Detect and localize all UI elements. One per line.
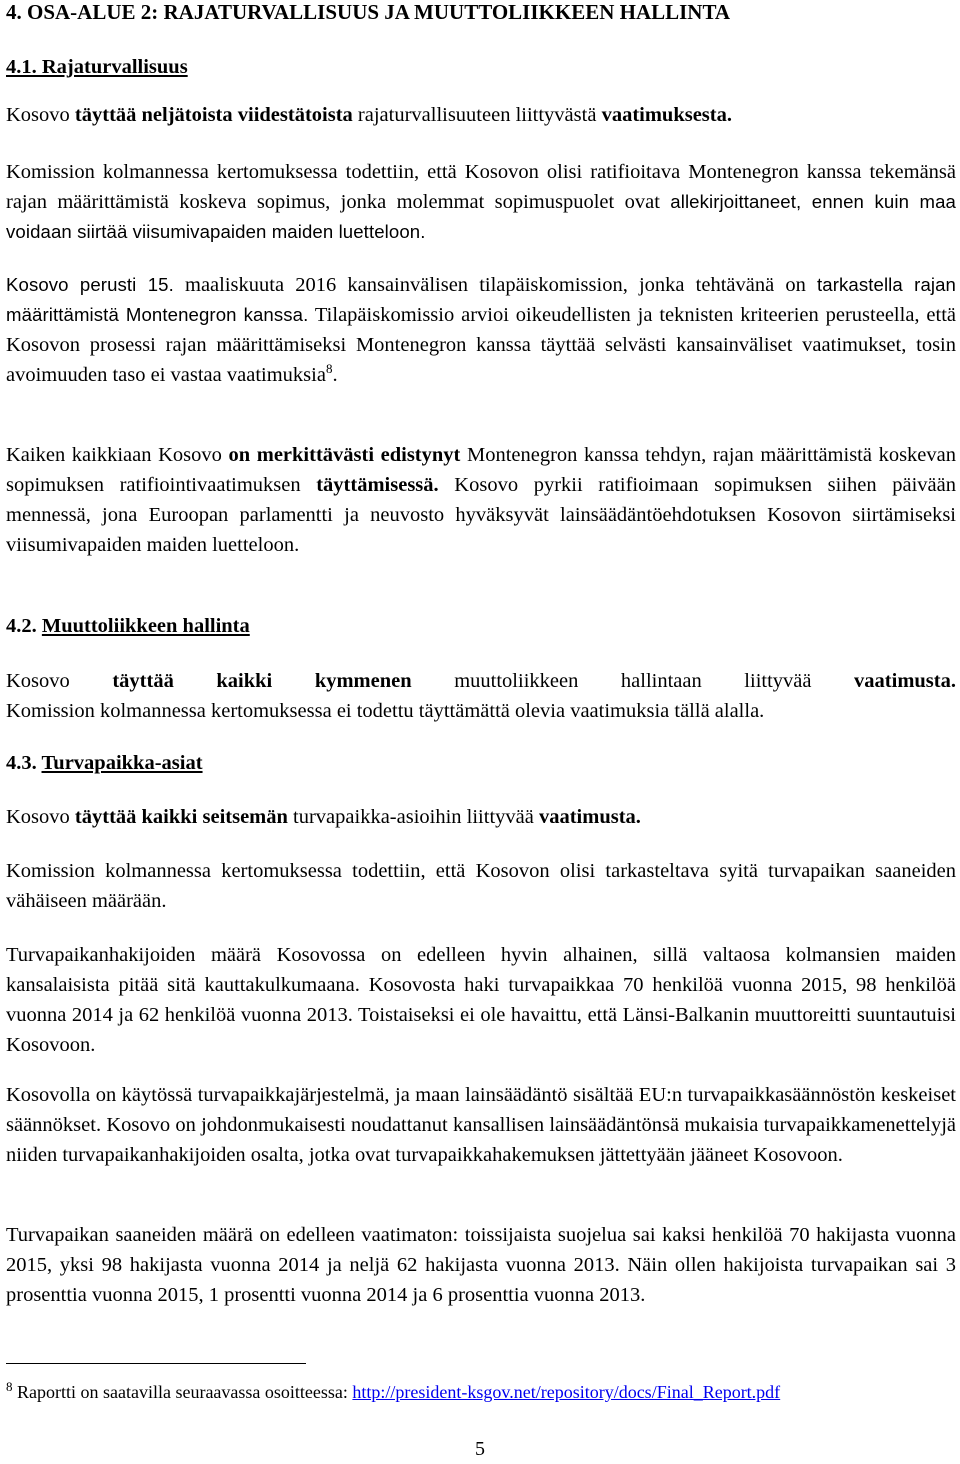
paragraph: Kosovo täyttää kaikki kymmenen muuttoliikkeen hallintaan liittyvää vaatimusta. xyxy=(6,670,956,692)
section-title: Muuttoliikkeen hallinta xyxy=(41,615,250,637)
paragraph: Komission kolmannessa kertomuksessa todettiin, että Kosovon olisi tarkasteltava syitä turvapaikan saaneiden vähäiseen määrään. xyxy=(6,860,956,912)
section-title: 4.1. Rajaturvallisuus xyxy=(6,56,188,78)
paragraph: Komission kolmannessa kertomuksessa todettiin, että Kosovon olisi ratifioitava Montenegron kanssa tekemänsä rajan määrittämistä koskeva sopimus, jonka molemmat sopimuspuolet ovat allekirjoittaneet, ennen kuin maa voidaan siirtää viisumivapaiden maiden luetteloon. xyxy=(6,161,956,242)
footnote-link[interactable]: http://president-ksgov.net/repository/docs/Final_Report.pdf xyxy=(352,1382,781,1402)
paragraph: Turvapaikan saaneiden määrä on edelleen vaatimaton: toissijaista suojelua sai kaksi henkilöä 70 hakijasta vuonna 2015, yksi 98 hakijasta vuonna 2014 ja neljä 62 hakijasta vuonna 2013. Näin ollen hakijoista turvapaikan sai 3 prosenttia vuonna 2015, 1 prosentti vuonna 2014 ja 6 prosenttia vuonna 2013. xyxy=(6,1224,956,1306)
section-title: Turvapaikka-asiat xyxy=(41,752,203,774)
footnote-separator xyxy=(6,1363,306,1364)
paragraph: Kaiken kaikkiaan Kosovo on merkittävästi edistynyt Montenegron kanssa tehdyn, rajan määrittämistä koskevan sopimuksen ratifiointivaatimuksen täyttämisessä. Kosovo pyrkii ratifioimaan sopimuksen siihen päivään mennessä, jona Euroopan parlamentti ja neuvosto hyväksyvät lainsäädäntöehdotuksen Kosovon siirtämiseksi viisumivapaiden maiden luetteloon. xyxy=(6,444,956,556)
section-heading-4-3 xyxy=(6,748,956,778)
footnote-number: 8 xyxy=(6,1379,13,1394)
section-number: 4.2. xyxy=(6,615,37,637)
section-number: 4.3. xyxy=(6,752,37,774)
paragraph: Kosovo täyttää kaikki seitsemän turvapaikka-asioihin liittyvää vaatimusta. xyxy=(6,806,641,828)
paragraph: Kosovolla on käytössä turvapaikkajärjestelmä, ja maan lainsäädäntö sisältää EU:n turvapaikkasäännöstön keskeiset säännökset. Kosovo on johdonmukaisesti noudattanut kansallisen lainsäädäntönsä mukaisia turvapaikkamenettelyjä niiden turvapaikanhakijoiden osalta, jotka ovat turvapaikkahakemuksen jättettyään jääneet Kosovoon. xyxy=(6,1084,956,1166)
paragraph: Komission kolmannessa kertomuksessa ei todettu täyttämättä olevia vaatimuksia tällä alalla. xyxy=(6,700,765,722)
chapter-heading: 4. OSA-ALUE 2: RAJATURVALLISUUS JA MUUTTOLIIKKEEN HALLINTA xyxy=(6,0,731,24)
section-heading-4-1 xyxy=(6,52,956,82)
paragraph: Turvapaikanhakijoiden määrä Kosovossa on edelleen hyvin alhainen, sillä valtaosa kolmansien maiden kansalaisista pitää sitä kauttakulkumaana. Kosovosta haki turvapaikkaa 70 henkilöä vuonna 2015, 98 henkilöä vuonna 2014 ja 62 henkilöä vuonna 2013. Toistaiseksi ei ole havaittu, että Länsi-Balkanin muuttoreitti suuntautuisi Kosovoon. xyxy=(6,944,956,1056)
page-number: 5 xyxy=(475,1438,485,1460)
footnote-ref: 8 xyxy=(325,361,333,377)
paragraph: Kosovo täyttää neljätoista viidestätoista rajaturvallisuuteen liittyvästä vaatimuksesta. xyxy=(6,104,732,126)
paragraph: Kosovo perusti 15. maaliskuuta 2016 kansainvälisen tilapäiskomission, jonka tehtävänä on tarkastella rajan määrittämistä Montenegron kanssa. Tilapäiskomissio arvioi oikeudellisten ja teknisten kriteerien perusteella, että Kosovon prosessi rajan määrittämiseksi Montenegron kanssa täyttää selvästi kansainväliset vaatimukset, tosin avoimuuden taso ei vastaa vaatimuksia$^8$. xyxy=(6,274,956,386)
footnote: $^8$ Raportti on saatavilla seuraavassa osoitteessa: http://president-ksgov.net/repository/docs/Final_Report.pdf xyxy=(6,1379,781,1402)
section-heading-4-2 xyxy=(6,611,956,641)
